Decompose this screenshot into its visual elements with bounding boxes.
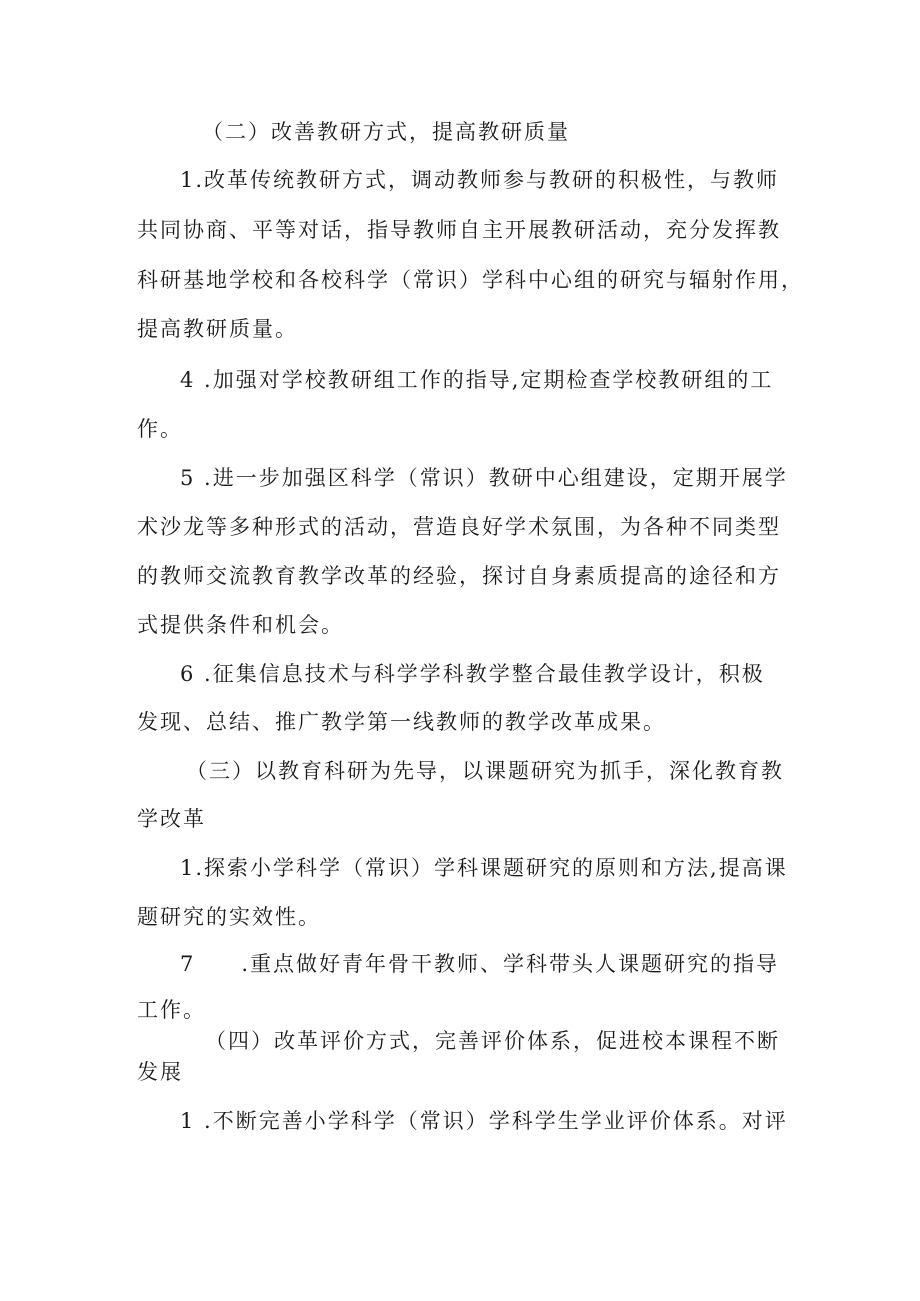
section-heading-4: （四）改革评价方式，完善评价体系，促进校本课程不断 bbox=[205, 1029, 780, 1053]
paragraph-line: 共同协商、平等对话，指导教师自主开展教研活动，充分发挥教 bbox=[137, 218, 781, 242]
section-heading-2: （二）改善教研方式，提高教研质量 bbox=[202, 120, 570, 144]
paragraph-line: 题研究的实效性。 bbox=[137, 905, 321, 929]
paragraph-line: 工作。 bbox=[137, 998, 206, 1022]
paragraph-line: 4 .加强对学校教研组工作的指导,定期检查学校教研组的工 bbox=[180, 368, 774, 392]
paragraph-line: 作。 bbox=[137, 417, 183, 441]
section-heading-3-cont: 学改革 bbox=[137, 807, 206, 831]
paragraph-line: 1.改革传统教研方式，调动教师参与教研的积极性，与教师 bbox=[180, 168, 780, 192]
paragraph-line: 发现、总结、推广教学第一线教师的教学改革成果。 bbox=[137, 710, 666, 734]
paragraph-line: 1 .不断完善小学科学（常识）学科学生学业评价体系。对评 bbox=[180, 1109, 788, 1133]
paragraph-line: 术沙龙等多种形式的活动，营造良好学术氛围，为各种不同类型 bbox=[137, 515, 781, 539]
paragraph-line: 的教师交流教育教学改革的经验，探讨自身素质提高的途径和方 bbox=[137, 564, 781, 588]
paragraph-line: 科研基地学校和各校科学（常识）学科中心组的研究与辐射作用， bbox=[137, 268, 804, 292]
paragraph-line: 1.探索小学科学（常识）学科课题研究的原则和方法,提高课 bbox=[180, 856, 788, 880]
paragraph-line: 式提供条件和机会。 bbox=[137, 613, 344, 637]
paragraph-line: 提高教研质量。 bbox=[137, 317, 298, 341]
paragraph-line: 6 .征集信息技术与科学学科教学整合最佳教学设计，积极 bbox=[180, 662, 765, 686]
paragraph-line: 7 .重点做好青年骨干教师、学科带头人课题研究的指导 bbox=[180, 952, 780, 976]
section-heading-3: （三）以教育科研为先导，以课题研究为抓手，深化教育教 bbox=[186, 759, 784, 783]
paragraph-line: 5 .进一步加强区科学（常识）教研中心组建设，定期开展学 bbox=[180, 466, 788, 490]
section-heading-4-cont: 发展 bbox=[137, 1060, 183, 1084]
